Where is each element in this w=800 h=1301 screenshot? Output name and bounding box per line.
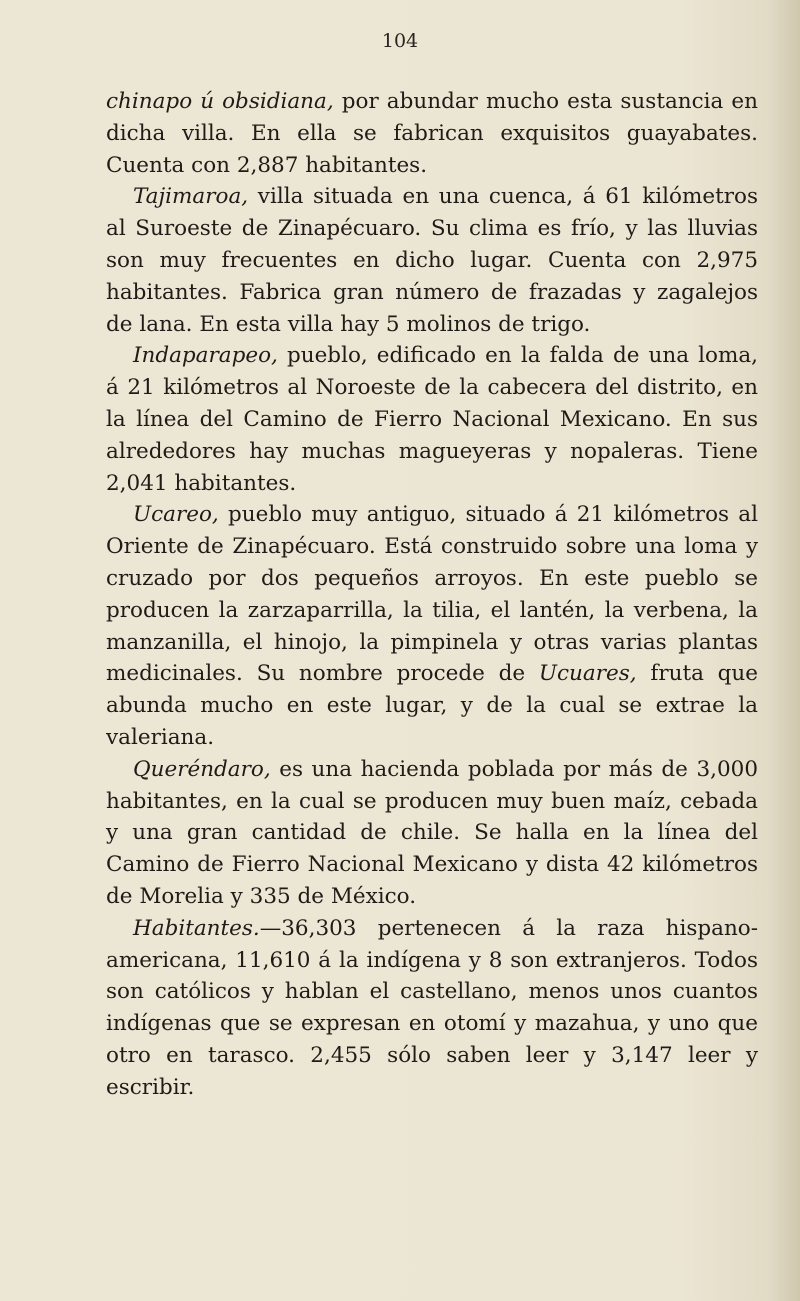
page-number: 104 — [381, 30, 419, 52]
term-ucareo: Ucareo, — [133, 502, 219, 528]
paragraph-querendaro — [106, 754, 758, 913]
paragraph-habitantes — [106, 913, 758, 1104]
term-habitantes: Habitantes. — [133, 915, 260, 941]
paragraph-ucareo — [106, 499, 758, 753]
paragraph-text: pueblo, edificado en la falda de una loma, á 21 kilómetros al Noroeste de la cabecera del distrito, en la línea del Camino de Fierro Nacional Mexicano. En sus alrededores hay muchas magueyeras y nopaleras. Tiene 2,041 habitantes. — [106, 343, 758, 496]
paragraph-text: fruta que abunda mucho en este lugar, y de la cual se extrae la valeriana. — [106, 661, 759, 750]
paragraph-text: por abundar mucho esta sustancia en dicha villa. En ella se fabrican exquisitos guayabates. Cuenta con 2,887 habitantes. — [106, 89, 758, 178]
term-tajimaroa: Tajimaroa, — [133, 184, 249, 210]
paragraph-text: pueblo muy antiguo, situado á 21 kilómetros al Oriente de Zinapécuaro. Está construido sobre una loma y cruzado por dos pequeños arroyos. En este pueblo se producen la zarzaparrilla, la tilia, el lantén, la verbena, la manzanilla, el hinojo, la pimpinela y otras varias plantas medicinales. Su nombre procede de — [106, 502, 758, 687]
body-text — [106, 86, 758, 1104]
term-querendaro: Queréndaro, — [133, 756, 271, 782]
paragraph-indaparapeo — [106, 340, 758, 499]
paragraph-text: —36,303 pertenecen á la raza hispano-americana, 11,610 á la indígena y 8 son extranjeros. Todos son católicos y hablan el castellano, menos unos cuantos indígenas que se expresan en otomí y mazahua, y uno que otro en tarasco. 2,455 sólo saben leer y 3,147 leer y escribir. — [106, 915, 758, 1100]
term-indaparapeo: Indaparapeo, — [133, 343, 278, 369]
paragraph-text: villa situada en una cuenca, á 61 kilómetros al Suroeste de Zinapécuaro. Su clima es frío, y las lluvias son muy frecuentes en dicho lugar. Cuenta con 2,975 habitantes. Fabrica gran número de frazadas y zagalejos de lana. En esta villa hay 5 molinos de trigo. — [106, 184, 758, 337]
paragraph-text: es una hacienda poblada por más de 3,000 habitantes, en la cual se producen muy buen maíz, cebada y una gran cantidad de chile. Se halla en la línea del Camino de Fierro Nacional Mexicano y dista 42 kilómetros de Morelia y 335 de México. — [106, 756, 758, 909]
term-chinapo: chinapo ú obsidiana, — [106, 89, 334, 114]
term-ucuares: Ucuares, — [538, 661, 637, 687]
paragraph-tajimaroa — [106, 181, 758, 340]
paragraph-chinapo — [106, 86, 758, 181]
